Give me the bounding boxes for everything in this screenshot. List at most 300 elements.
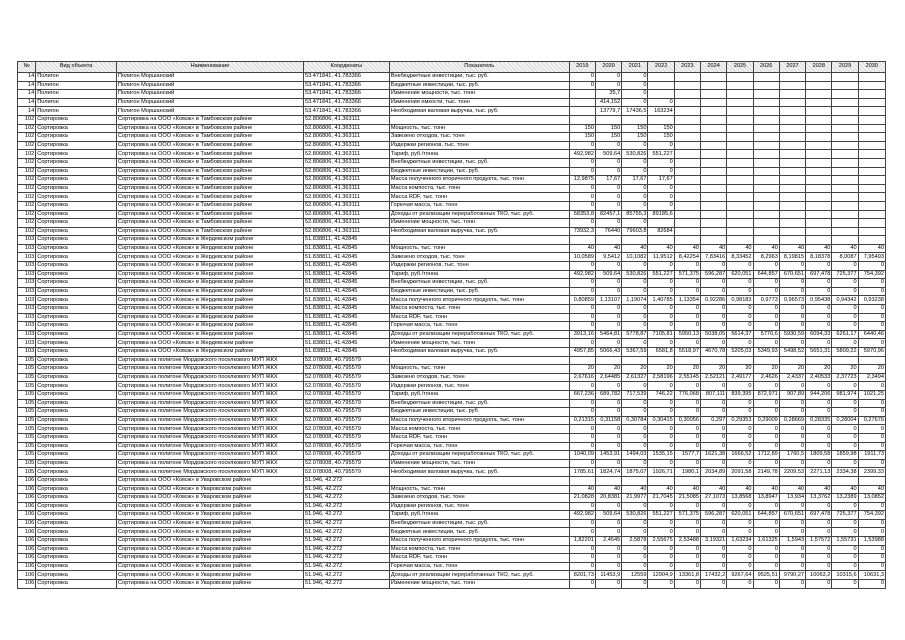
cell-value: 0 — [753, 262, 779, 271]
cell-coordinates: 51.946, 42.272 — [303, 494, 389, 503]
cell-value: 0 — [727, 399, 753, 408]
cell-value — [753, 184, 779, 193]
cell-number: 103 — [18, 339, 36, 348]
cell-value — [622, 115, 648, 124]
cell-value — [701, 90, 727, 99]
cell-object-type: Сортировка — [36, 133, 117, 142]
cell-number: 103 — [18, 262, 36, 271]
cell-value: 0 — [622, 184, 648, 193]
cell-value: 0 — [569, 305, 595, 314]
cell-indicator: Бюджетные инвестиции, тыс. руб. — [389, 528, 569, 537]
cell-value: 13,8568 — [727, 494, 753, 503]
cell-name: Сортировка на ООО «Комэк» в Жердевском районе — [117, 236, 304, 245]
table-row — [18, 494, 886, 503]
cell-number: 102 — [18, 219, 36, 228]
cell-value: 0 — [779, 519, 805, 528]
cell-coordinates: 51.946, 42.272 — [303, 519, 389, 528]
cell-value: 5950,13 — [674, 330, 700, 339]
cell-value — [858, 115, 885, 124]
cell-value: 0 — [595, 442, 621, 451]
cell-indicator: Изменение мощности, тыс. тонн — [389, 219, 569, 228]
cell-value: 0 — [858, 399, 885, 408]
cell-value — [858, 133, 885, 142]
cell-value: 530,826 — [622, 511, 648, 520]
cell-indicator: Горючая масса, тыс. тонн — [389, 322, 569, 331]
cell-value: 11453,9 — [595, 571, 621, 580]
cell-value — [727, 81, 753, 90]
cell-value: 0 — [622, 408, 648, 417]
cell-value — [569, 90, 595, 99]
cell-indicator: Бюджетные инвестиции, тыс. руб. — [389, 408, 569, 417]
cell-value: 0 — [648, 184, 674, 193]
cell-value: 2,4626 — [753, 373, 779, 382]
cell-object-type: Сортировка — [36, 270, 117, 279]
cell-object-type: Сортировка — [36, 305, 117, 314]
cell-number: 106 — [18, 554, 36, 563]
cell-value: 150 — [595, 133, 621, 142]
cell-value: 0 — [832, 305, 858, 314]
cell-value: 2399,33 — [858, 468, 885, 477]
cell-coordinates: 52.806806, 41.363111 — [303, 133, 389, 142]
cell-value: 0 — [779, 425, 805, 434]
cell-value — [648, 219, 674, 228]
cell-indicator: Доходы от реализации переработанных ТКО, тыс. руб. — [389, 210, 569, 219]
cell-coordinates: 51.838811, 41.42845 — [303, 279, 389, 288]
cell-value: 0 — [806, 287, 832, 296]
cell-value: 0 — [622, 562, 648, 571]
cell-indicator: Изменение мощности, тыс. тонн — [389, 339, 569, 348]
cell-value — [806, 90, 832, 99]
cell-value: 12,9875 — [569, 176, 595, 185]
cell-value: 5651,31 — [806, 348, 832, 357]
cell-coordinates: 52.078008, 40.795579 — [303, 408, 389, 417]
cell-value: 5367,59 — [622, 348, 648, 357]
table-row — [18, 270, 886, 279]
cell-coordinates: 51.838811, 41.42845 — [303, 287, 389, 296]
cell-value: 1859,98 — [832, 451, 858, 460]
cell-value: 8,19815 — [779, 253, 805, 262]
cell-value: 0 — [595, 141, 621, 150]
cell-value: 0,27676 — [858, 416, 885, 425]
table-row — [18, 158, 886, 167]
column-header: Показатель — [389, 62, 569, 73]
cell-value: 0 — [701, 528, 727, 537]
cell-number: 102 — [18, 167, 36, 176]
cell-name: Сортировка на ООО «Комэк» в Тамбовском районе — [117, 227, 304, 236]
cell-value — [648, 81, 674, 90]
cell-coordinates: 51.946, 42.272 — [303, 537, 389, 546]
cell-coordinates: 51.946, 42.272 — [303, 545, 389, 554]
cell-value: 0 — [779, 399, 805, 408]
cell-value — [701, 236, 727, 245]
cell-value: 620,051 — [727, 511, 753, 520]
cell-value: 0 — [806, 339, 832, 348]
cell-value: 1021,25 — [858, 390, 885, 399]
cell-value: 0 — [753, 519, 779, 528]
table-row — [18, 184, 886, 193]
cell-value: 0,28669 — [779, 416, 805, 425]
cell-value — [622, 236, 648, 245]
cell-value: 8,2963 — [753, 253, 779, 262]
cell-value — [832, 210, 858, 219]
cell-value: 981,974 — [832, 390, 858, 399]
cell-name: Сортировка на ООО «Комэк» в Тамбовском районе — [117, 150, 304, 159]
cell-object-type: Сортировка — [36, 124, 117, 133]
cell-value — [806, 133, 832, 142]
cell-value: 0 — [701, 262, 727, 271]
cell-value: 0 — [595, 158, 621, 167]
cell-value: 0 — [595, 580, 621, 589]
cell-object-type: Полигон — [36, 98, 117, 107]
cell-number: 105 — [18, 468, 36, 477]
cell-value — [779, 236, 805, 245]
cell-value: 5349,93 — [753, 348, 779, 357]
column-header: 2021 — [622, 62, 648, 73]
cell-value — [858, 227, 885, 236]
cell-value — [753, 210, 779, 219]
cell-value: 6261,17 — [832, 330, 858, 339]
cell-number: 103 — [18, 253, 36, 262]
cell-value: 0 — [595, 287, 621, 296]
cell-name: Сортировка на полигоне Мордовского поселкового МУП ЖКХ — [117, 399, 304, 408]
cell-value — [727, 150, 753, 159]
cell-value — [727, 356, 753, 365]
table-row — [18, 356, 886, 365]
cell-name: Сортировка на ООО «Комэк» в Уваровском районе — [117, 528, 304, 537]
cell-name: Сортировка на полигоне Мордовского поселкового МУП ЖКХ — [117, 365, 304, 374]
cell-value: 2,55675 — [648, 537, 674, 546]
cell-object-type: Сортировка — [36, 279, 117, 288]
cell-value — [753, 81, 779, 90]
cell-value: 2,40533 — [806, 373, 832, 382]
cell-value — [832, 184, 858, 193]
cell-name: Сортировка на ООО «Комэк» в Уваровском районе — [117, 580, 304, 589]
cell-value: 40 — [674, 244, 700, 253]
cell-value: 40 — [779, 485, 805, 494]
cell-value: 0 — [753, 279, 779, 288]
cell-value: 0 — [779, 433, 805, 442]
cell-indicator: Масса RDF, тыс. тонн — [389, 433, 569, 442]
cell-value: 776,068 — [674, 390, 700, 399]
cell-indicator: Необходимая валовая выручка, тыс. руб. — [389, 107, 569, 116]
cell-name: Сортировка на полигоне Мордовского поселкового МУП ЖКХ — [117, 408, 304, 417]
cell-object-type: Сортировка — [36, 158, 117, 167]
cell-value: 1980,1 — [674, 468, 700, 477]
cell-value: 1,19074 — [622, 296, 648, 305]
cell-value: 0 — [595, 313, 621, 322]
cell-value: 20 — [674, 365, 700, 374]
cell-number: 105 — [18, 442, 36, 451]
table-row — [18, 305, 886, 314]
cell-value: 17436,5 — [622, 107, 648, 116]
cell-value — [701, 356, 727, 365]
cell-value: 0 — [595, 305, 621, 314]
cell-value: 0 — [858, 279, 885, 288]
cell-value: 0 — [569, 382, 595, 391]
cell-value: 35,7 — [595, 90, 621, 99]
cell-value: 0 — [648, 442, 674, 451]
cell-value: 0 — [858, 528, 885, 537]
cell-value: 0 — [648, 382, 674, 391]
cell-indicator: Масса полученного вторичного продукта, тыс. тонн — [389, 416, 569, 425]
cell-value: 10063,2 — [806, 571, 832, 580]
cell-name: Сортировка на ООО «Комэк» в Уваровском районе — [117, 485, 304, 494]
cell-name: Сортировка на полигоне Мордовского поселкового МУП ЖКХ — [117, 433, 304, 442]
cell-value: 2091,58 — [727, 468, 753, 477]
cell-value: 0 — [569, 425, 595, 434]
cell-value: 0 — [648, 287, 674, 296]
cell-object-type: Полигон — [36, 73, 117, 82]
cell-value: 0 — [832, 425, 858, 434]
cell-value — [701, 81, 727, 90]
cell-value — [727, 227, 753, 236]
cell-value — [832, 98, 858, 107]
cell-value: 0 — [727, 425, 753, 434]
cell-value: 13,8947 — [753, 494, 779, 503]
cell-value — [858, 210, 885, 219]
cell-value: 0 — [622, 519, 648, 528]
cell-value: 0 — [701, 313, 727, 322]
cell-name: Сортировка на ООО «Комэк» в Тамбовском районе — [117, 176, 304, 185]
cell-name: Сортировка на ООО «Комэк» в Жердевском районе — [117, 322, 304, 331]
cell-value: 0 — [832, 580, 858, 589]
cell-value — [701, 184, 727, 193]
table-row — [18, 408, 886, 417]
cell-value: 907,89 — [779, 390, 805, 399]
cell-value: 0 — [648, 408, 674, 417]
cell-value — [779, 356, 805, 365]
cell-value — [779, 193, 805, 202]
cell-value: 746,22 — [648, 390, 674, 399]
cell-coordinates: 52.078008, 40.795579 — [303, 442, 389, 451]
cell-object-type: Полигон — [36, 90, 117, 99]
cell-value — [674, 476, 700, 485]
cell-coordinates: 53.471841, 41.783366 — [303, 73, 389, 82]
cell-object-type: Сортировка — [36, 227, 117, 236]
cell-value: 0 — [648, 554, 674, 563]
cell-value: 0 — [595, 73, 621, 82]
cell-number: 105 — [18, 356, 36, 365]
cell-number: 102 — [18, 227, 36, 236]
cell-value: 2,58196 — [648, 373, 674, 382]
cell-value: 0 — [622, 193, 648, 202]
cell-value: 0 — [595, 545, 621, 554]
cell-value: 644,857 — [753, 270, 779, 279]
cell-value: 0 — [701, 554, 727, 563]
table-row — [18, 124, 886, 133]
cell-value — [701, 124, 727, 133]
cell-value: 0,29353 — [727, 416, 753, 425]
cell-value: 1,5943 — [779, 537, 805, 546]
cell-value: 2,37723 — [832, 373, 858, 382]
table-header — [18, 62, 886, 73]
cell-coordinates: 52.078008, 40.795579 — [303, 356, 389, 365]
cell-value: 0 — [806, 545, 832, 554]
cell-value: 0 — [569, 262, 595, 271]
cell-value: 5778,87 — [622, 330, 648, 339]
cell-value: 0 — [727, 322, 753, 331]
cell-value: 0 — [727, 442, 753, 451]
column-header: № — [18, 62, 36, 73]
cell-value: 0 — [648, 339, 674, 348]
cell-value: 0 — [753, 442, 779, 451]
cell-value: 0 — [569, 279, 595, 288]
cell-value — [779, 141, 805, 150]
cell-name: Сортировка на ООО «Комэк» в Тамбовском районе — [117, 167, 304, 176]
cell-indicator: Масса компоста, тыс. тонн — [389, 184, 569, 193]
cell-value: 82684 — [648, 227, 674, 236]
cell-value: 150 — [622, 133, 648, 142]
table-row — [18, 399, 886, 408]
cell-value — [674, 210, 700, 219]
cell-value: 667,236 — [569, 390, 595, 399]
cell-name: Сортировка на ООО «Комэк» в Уваровском районе — [117, 476, 304, 485]
cell-value: 0 — [674, 562, 700, 571]
cell-coordinates: 52.806806, 41.363111 — [303, 176, 389, 185]
cell-value: 0 — [648, 167, 674, 176]
cell-value: 0 — [727, 554, 753, 563]
cell-value: 0 — [832, 519, 858, 528]
cell-value — [753, 90, 779, 99]
cell-value: 0 — [806, 502, 832, 511]
cell-value: 0 — [595, 81, 621, 90]
cell-number: 103 — [18, 296, 36, 305]
cell-name: Сортировка на ООО «Комэк» в Уваровском районе — [117, 537, 304, 546]
cell-indicator: Тариф, руб./тонна — [389, 511, 569, 520]
table-row — [18, 348, 886, 357]
cell-value: 0 — [779, 580, 805, 589]
cell-number: 14 — [18, 107, 36, 116]
cell-value: 0 — [595, 528, 621, 537]
cell-value — [832, 476, 858, 485]
cell-value: 21,5085 — [674, 494, 700, 503]
cell-value — [858, 107, 885, 116]
cell-number: 102 — [18, 201, 36, 210]
cell-value: 8,33452 — [727, 253, 753, 262]
cell-name: Полигон Моршанский — [117, 73, 304, 82]
cell-value: 0 — [727, 279, 753, 288]
cell-value: 0 — [753, 562, 779, 571]
cell-value: 12904,9 — [648, 571, 674, 580]
cell-value — [753, 115, 779, 124]
table-row — [18, 442, 886, 451]
cell-value: 0 — [753, 339, 779, 348]
cell-value: 0 — [569, 73, 595, 82]
cell-value — [806, 476, 832, 485]
cell-value: 0 — [648, 98, 674, 107]
cell-value: 754,392 — [858, 270, 885, 279]
cell-value: 0 — [858, 305, 885, 314]
cell-coordinates: 52.078008, 40.795579 — [303, 459, 389, 468]
cell-value: 0 — [753, 459, 779, 468]
cell-value: 0 — [674, 545, 700, 554]
cell-value: 11,9512 — [648, 253, 674, 262]
cell-coordinates: 51.946, 42.272 — [303, 485, 389, 494]
cell-value: 0 — [595, 339, 621, 348]
cell-value: 0,9773 — [753, 296, 779, 305]
cell-value: 0 — [701, 339, 727, 348]
cell-value: 5614,37 — [727, 330, 753, 339]
cell-object-type: Сортировка — [36, 167, 117, 176]
table-row — [18, 554, 886, 563]
cell-coordinates: 52.078008, 40.795579 — [303, 399, 389, 408]
cell-value: 9267,64 — [727, 571, 753, 580]
cell-object-type: Сортировка — [36, 537, 117, 546]
cell-value: 1911,73 — [858, 451, 885, 460]
cell-value — [753, 158, 779, 167]
table-row — [18, 416, 886, 425]
cell-value: 0 — [701, 408, 727, 417]
cell-value — [832, 236, 858, 245]
cell-value: 0 — [622, 502, 648, 511]
cell-value: 0 — [701, 562, 727, 571]
cell-name: Сортировка на ООО «Комэк» в Уваровском районе — [117, 494, 304, 503]
cell-value: 0 — [727, 519, 753, 528]
cell-value: 0 — [595, 382, 621, 391]
cell-value — [832, 227, 858, 236]
cell-value: 0 — [622, 167, 648, 176]
cell-value — [779, 90, 805, 99]
cell-value: 40 — [779, 244, 805, 253]
cell-indicator: Завезено отходов, тыс. тонн — [389, 253, 569, 262]
cell-value: 0 — [674, 279, 700, 288]
cell-value: 0 — [753, 305, 779, 314]
cell-name: Полигон Моршанский — [117, 98, 304, 107]
cell-value — [858, 90, 885, 99]
cell-value: 40 — [595, 244, 621, 253]
cell-name: Сортировка на полигоне Мордовского поселкового МУП ЖКХ — [117, 442, 304, 451]
cell-indicator: Внебюджетные инвестиции, тыс. руб. — [389, 279, 569, 288]
table-row — [18, 545, 886, 554]
cell-value — [727, 107, 753, 116]
cell-value: 40 — [753, 485, 779, 494]
cell-coordinates: 52.806806, 41.363111 — [303, 184, 389, 193]
cell-value — [779, 81, 805, 90]
cell-coordinates: 52.806806, 41.363111 — [303, 158, 389, 167]
cell-number: 103 — [18, 244, 36, 253]
cell-object-type: Сортировка — [36, 365, 117, 374]
cell-value — [832, 158, 858, 167]
cell-indicator: Горючая масса, тыс. тонн — [389, 562, 569, 571]
cell-value — [701, 176, 727, 185]
cell-value — [727, 219, 753, 228]
cell-value — [832, 176, 858, 185]
cell-value: 754,392 — [858, 511, 885, 520]
cell-value — [727, 193, 753, 202]
cell-number: 102 — [18, 133, 36, 142]
cell-coordinates: 52.806806, 41.363111 — [303, 167, 389, 176]
cell-value: 2,4337 — [779, 373, 805, 382]
cell-value: 2,64485 — [595, 373, 621, 382]
cell-object-type: Сортировка — [36, 313, 117, 322]
cell-value: 6581,8 — [648, 348, 674, 357]
cell-name: Сортировка на полигоне Мордовского поселкового МУП ЖКХ — [117, 468, 304, 477]
cell-name: Сортировка на ООО «Комэк» в Жердевском районе — [117, 348, 304, 357]
cell-value — [674, 107, 700, 116]
cell-value: 0 — [648, 399, 674, 408]
cell-object-type: Сортировка — [36, 416, 117, 425]
cell-value: 0 — [701, 399, 727, 408]
cell-value: 0 — [674, 519, 700, 528]
table-row — [18, 365, 886, 374]
cell-coordinates: 52.078008, 40.795579 — [303, 390, 389, 399]
cell-value: 1875,07 — [622, 468, 648, 477]
cell-value: 0 — [569, 193, 595, 202]
cell-value — [753, 201, 779, 210]
cell-value — [727, 115, 753, 124]
cell-value: 0 — [701, 442, 727, 451]
cell-value: 5518,97 — [674, 348, 700, 357]
